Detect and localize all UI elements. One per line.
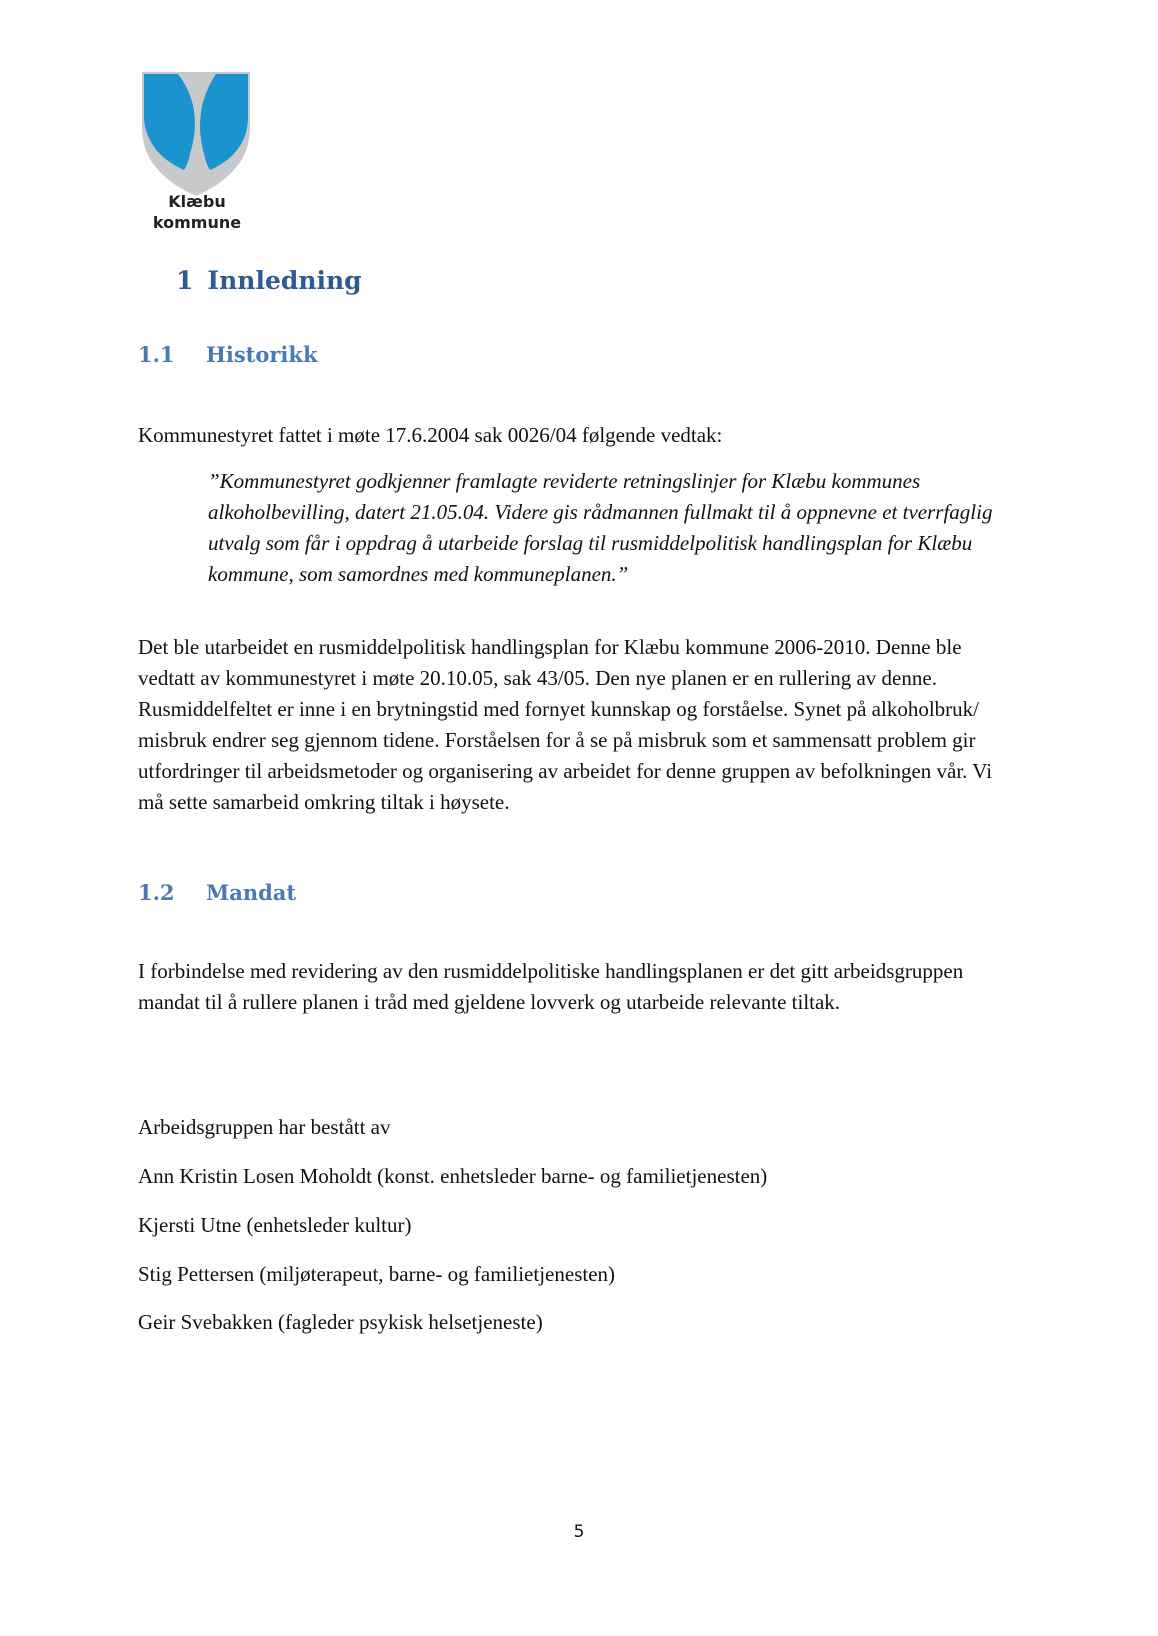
- municipality-logo: [138, 68, 256, 238]
- logo-text-line1: Klæbu: [168, 192, 226, 211]
- member-item: Stig Pettersen (miljøterapeut, barne- og familietjenesten): [138, 1262, 616, 1286]
- council-decision-quote: ”Kommunestyret godkjenner framlagte reviderte retningslinjer for Klæbu kommunes alkoholbevilling, datert 21.05.04. Videre gis rådmannen fullmakt til å oppnevne et tverrfaglig utvalg som får i oppdrag å utarbeide forslag til rusmiddelpolitisk handlingsplan for Klæbu kommune, som samordnes med kommuneplanen.”: [208, 469, 993, 586]
- heading-title: Historikk: [206, 342, 318, 367]
- heading-innledning: [176, 266, 362, 295]
- member-item: Geir Svebakken (fagleder psykisk helsetjeneste): [138, 1310, 543, 1334]
- mandat-body: I forbindelse med revidering av den rusmiddelpolitiske handlingsplanen er det gitt arbeidsgruppen mandat til å rullere planen i tråd med gjeldene lovverk og utarbeide relevante tiltak.: [138, 959, 964, 1014]
- member-item: Ann Kristin Losen Moholdt (konst. enhetsleder barne- og familietjenesten): [138, 1164, 768, 1188]
- group-intro: Arbeidsgruppen har bestått av: [138, 1115, 391, 1139]
- coat-of-arms-icon: [138, 68, 256, 198]
- heading-mandat: [138, 880, 296, 905]
- heading-title: Mandat: [206, 880, 297, 905]
- heading-number: 1.1: [138, 342, 175, 367]
- heading-number: 1.2: [138, 880, 175, 905]
- member-item: Kjersti Utne (enhetsleder kultur): [138, 1213, 412, 1237]
- heading-historikk: [138, 342, 318, 367]
- historikk-intro: Kommunestyret fattet i møte 17.6.2004 sak 0026/04 følgende vedtak:: [138, 423, 723, 447]
- heading-number: 1: [176, 266, 194, 295]
- historikk-body: Det ble utarbeidet en rusmiddelpolitisk handlingsplan for Klæbu kommune 2006-2010. Denne ble vedtatt av kommunestyret i møte 20.10.05, sak 43/05. Den nye planen er en rullering av denne. Rusmiddelfeltet er inne i en brytningstid med fornyet kunnskap og forståelse. Synet på alkoholbruk/ misbruk endrer seg gjennom tidene. Forståelsen for å se på misbruk som et sammensatt problem gir utfordringer til arbeidsmetoder og organisering av arbeidet for denne gruppen av befolkningen vår. Vi må sette samarbeid omkring tiltak i høysete.: [138, 635, 993, 814]
- page-number: 5: [573, 1522, 585, 1542]
- logo-text-line2: kommune: [152, 213, 242, 232]
- heading-title: Innledning: [207, 266, 362, 295]
